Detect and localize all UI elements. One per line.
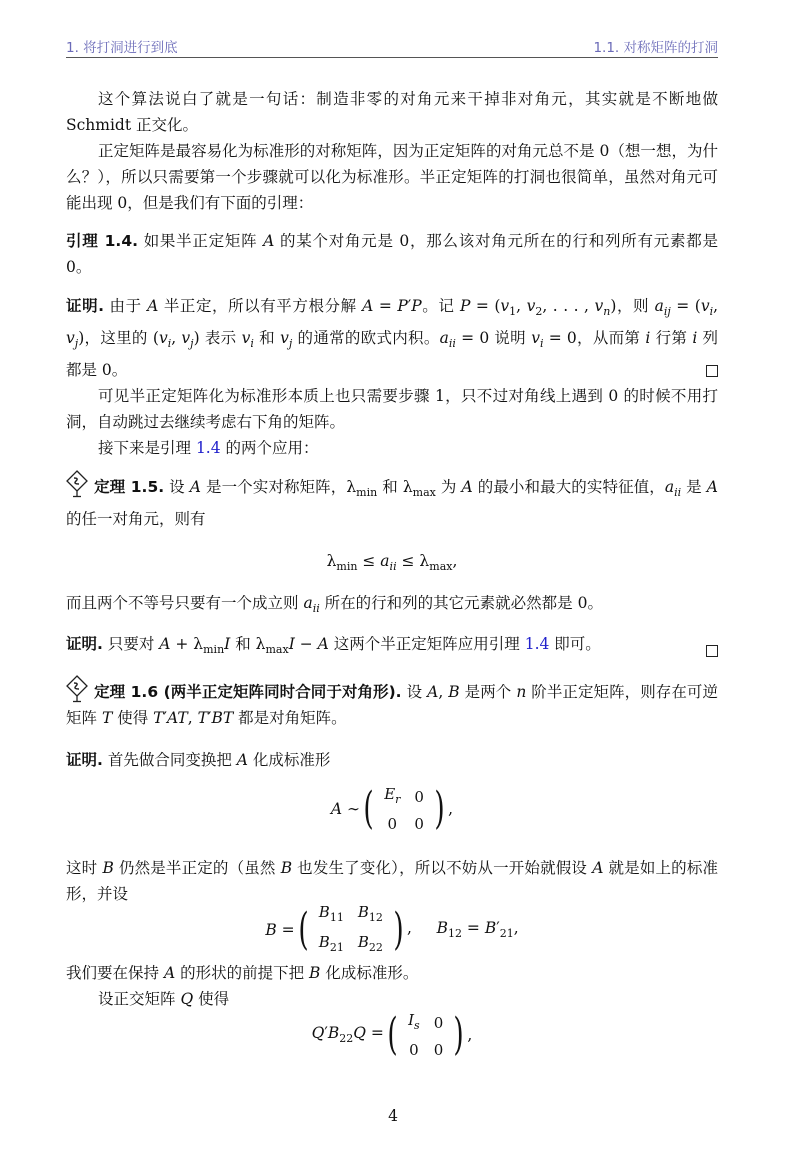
lemma-1-4: 引理 1.4. 如果半正定矩阵 A 的某个对角元是 0，那么该对角元所在的行和列所有元素都是 0。	[66, 232, 718, 276]
page-number: 4	[388, 1107, 398, 1125]
paragraph-orthogonal: 设正交矩阵 Q 使得	[98, 990, 230, 1008]
dangerous-bend-icon	[66, 675, 88, 703]
paragraph-B-semidefinite: 这时 B 仍然是半正定的（虽然 B 也发生了变化），所以不妨从一开始就假设 A 就是如上的标准形，并设	[66, 859, 718, 903]
paragraph-inequality: 而且两个不等号只要有一个成立则 $a_{ii}$ 所在的行和列的其它元素就必然都是 0。	[66, 594, 603, 616]
proof-theorem-1-6: 证明. 首先做合同变换把 A 化成标准形	[66, 751, 331, 769]
proof-theorem-1-5: 证明. 只要对 $A + \lambda_{min}I$ 和 $\lambda_{max}I - A$ 这两个半正定矩阵应用引理 1.4 即可。	[66, 631, 718, 663]
theorem-1-6: 定理 1.6 (两半正定矩阵同时合同于对角形). 设 A, B 是两个 n 阶半正定矩阵，则存在可逆矩阵 T 使得 T′AT, T′BT 都是对角矩阵。	[66, 675, 718, 731]
qed-box	[706, 645, 718, 657]
proof-lemma: 证明. 由于 A 半正定，所以有平方根分解 A = P′P。记 $P = (v_1$, $v_2$, . . . , $v_n$)，则 $a_{ij} = (v_i$, $v_j$)，这里的 ($v_i$, $v_j$) 表示 $v_i$ 和 $v_j$ 的通常的欧式内积。$a_{ii} = 0$ 说明 $v_i = 0$，从而第 i 行第 i 列都是 0。	[66, 297, 719, 380]
ref-lemma-1-4[interactable]: 1.4	[524, 635, 550, 653]
theorem-label: 定理 1.6 (两半正定矩阵同时合同于对角形).	[94, 683, 402, 701]
equation-A-standard-form: A ∼ ( $E_r$ 0 0 0 ) ,	[330, 783, 454, 834]
equation-B-block: B = ( $B_{11}$ $B_{12}$ $B_{21}$ $B_{22}$ ) , $B_{12} = B'_{21}$,	[265, 903, 519, 955]
theorem-1-5: 定理 1.5. 设 A 是一个实对称矩阵，$\lambda_{min}$ 和 $\lambda_{max}$ 为 A 的最小和最大的实特征值，$a_{ii}$ 是 A 的任一对角元，则有	[66, 470, 718, 532]
paragraph-algorithm: 这个算法说白了就是一句话：制造非零的对角元来干掉非对角元，其实就是不断地做 Schmidt 正交化。	[66, 90, 718, 134]
theorem-label: 定理 1.5.	[94, 478, 165, 496]
paragraph-positive-definite: 正定矩阵是最容易化为标准形的对称矩阵，因为正定矩阵的对角元总不是 0（想一想，为什么？），所以只需要第一个步骤就可以化为标准形。半正定矩阵的打洞也很简单，虽然对角元可能出现 0，但是我们有下面的引理：	[66, 142, 718, 212]
ref-lemma-1-4[interactable]: 1.4	[195, 439, 221, 457]
equation-eigenvalue-bound: $\lambda_{min} \le a_{ii} \le \lambda_{max}$,	[326, 552, 458, 574]
paragraph-goal: 我们要在保持 A 的形状的前提下把 B 化成标准形。	[66, 964, 419, 982]
running-header	[66, 36, 718, 56]
dangerous-bend-icon	[66, 470, 88, 498]
paragraph-applications: 接下来是引理 1.4 的两个应用：	[98, 439, 319, 457]
header-rule	[66, 57, 718, 58]
proof-label: 证明.	[66, 297, 105, 315]
header-section: 1.1. 对称矩阵的打洞	[593, 40, 718, 56]
header-chapter: 1. 将打洞进行到底	[66, 40, 178, 56]
equation-Q-diagonalize: $Q'B_{22}Q$ = ( $I_s$ 0 0 0 ) ,	[311, 1009, 473, 1060]
lemma-label: 引理 1.4.	[66, 232, 138, 250]
paragraph-semidefinite: 可见半正定矩阵化为标准形本质上也只需要步骤 1，只不过对角线上遇到 0 的时候不用打洞，自动跳过去继续考虑右下角的矩阵。	[66, 387, 718, 431]
qed-box	[706, 365, 718, 377]
